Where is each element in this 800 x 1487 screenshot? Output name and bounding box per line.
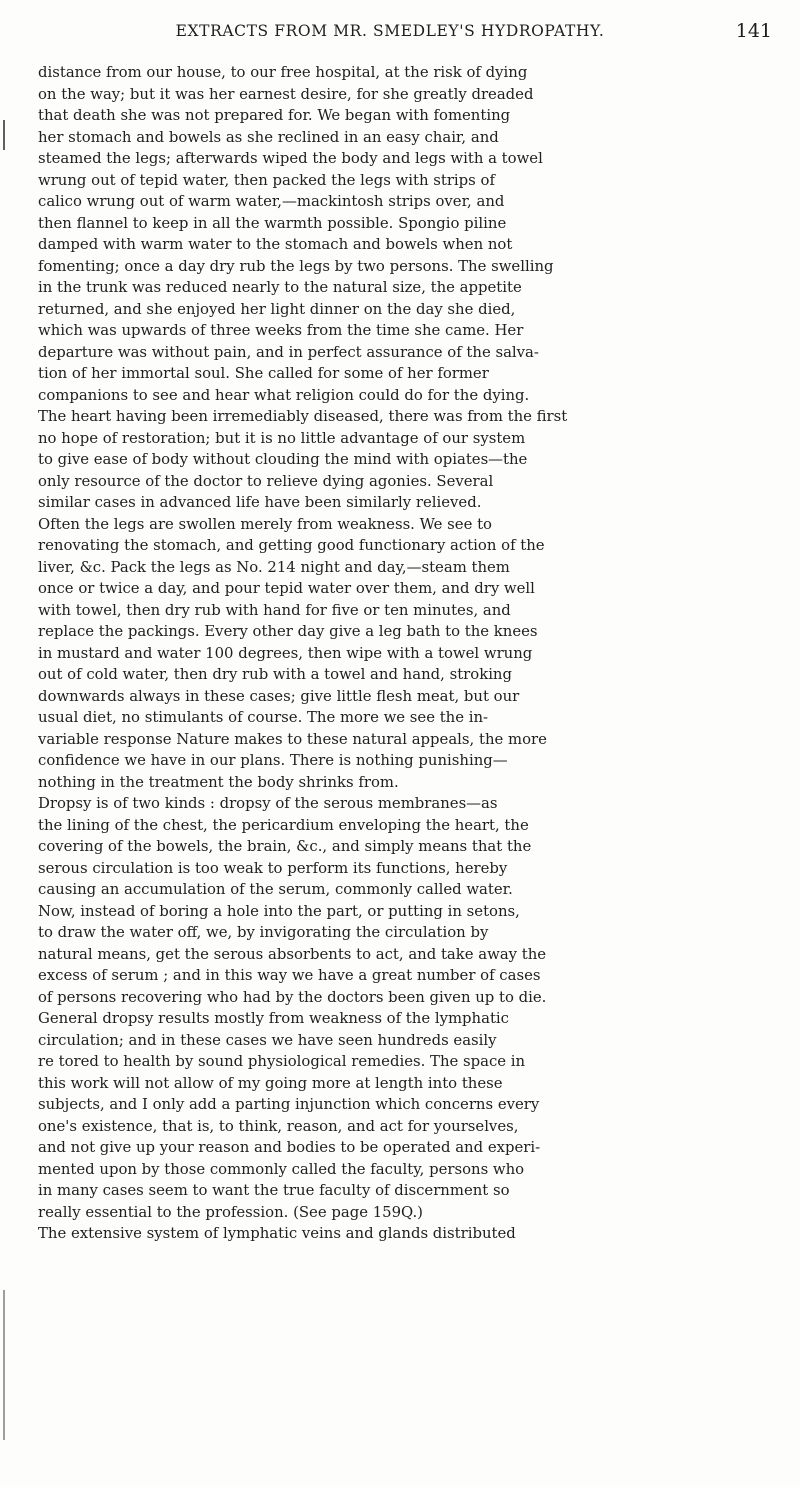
text-line: which was upwards of three weeks from the time she came. Her bbox=[38, 321, 524, 339]
text-line: tion of her immortal soul. She called for some of her former bbox=[38, 364, 489, 382]
margin-mark bbox=[3, 120, 5, 150]
text-line: of persons recovering who had by the doctors been given up to die. bbox=[38, 987, 547, 1006]
text-line: distance from our house, to our free hospital, at the risk of dying bbox=[38, 63, 528, 81]
page-number: 141 bbox=[735, 20, 772, 42]
text-line: variable response Nature makes to these natural appeals, the more bbox=[38, 729, 547, 748]
text-line: The heart having been irremediably diseased, there was from the first bbox=[38, 407, 568, 425]
text-line: steamed the legs; afterwards wiped the body and legs with a towel bbox=[38, 149, 543, 167]
text-line: renovating the stomach, and getting good functionary action of the bbox=[38, 536, 545, 554]
text-line: in the trunk was reduced nearly to the natural size, the appetite bbox=[38, 278, 522, 296]
text-line: companions to see and hear what religion could do for the dying. bbox=[38, 385, 530, 404]
text-line: circulation; and in these cases we have seen hundreds easily bbox=[38, 1030, 497, 1049]
text-line: covering of the bowels, the brain, &c., and simply means that the bbox=[38, 837, 532, 855]
text-line: Often the legs are swollen merely from weakness. We see to bbox=[38, 514, 492, 533]
text-line: to give ease of body without clouding the mind with opiates—the bbox=[38, 450, 528, 468]
text-line: damped with warm water to the stomach and bowels when not bbox=[38, 235, 513, 253]
text-line: usual diet, no stimulants of course. The more we see the in- bbox=[38, 708, 489, 726]
text-line: mented upon by those commonly called the faculty, persons who bbox=[38, 1159, 525, 1178]
text-line: one's existence, that is, to think, reason, and act for yourselves, bbox=[38, 1116, 519, 1135]
text-line: replace the packings. Every other day give a leg bath to the knees bbox=[38, 622, 538, 640]
text-line: liver, &c. Pack the legs as No. 214 night and day,—steam them bbox=[38, 557, 510, 576]
text-line: downwards always in these cases; give little flesh meat, but our bbox=[38, 686, 520, 705]
body-text bbox=[38, 62, 782, 1245]
text-line: to draw the water off, we, by invigorating the circulation by bbox=[38, 923, 489, 941]
text-line: similar cases in advanced life have been similarly relieved. bbox=[38, 493, 482, 511]
text-line: General dropsy results mostly from weakness of the lymphatic bbox=[38, 1009, 509, 1027]
text-line: in many cases seem to want the true faculty of discernment so bbox=[38, 1181, 510, 1199]
text-line: The extensive system of lymphatic veins and glands distributed bbox=[38, 1224, 516, 1242]
text-line: her stomach and bowels as she reclined in an easy chair, and bbox=[38, 127, 499, 146]
text-line: fomenting; once a day dry rub the legs by two persons. The swelling bbox=[38, 256, 554, 275]
text-line: subjects, and I only add a parting injunction which concerns every bbox=[38, 1095, 540, 1113]
text-line: serous circulation is too weak to perform its functions, hereby bbox=[38, 858, 508, 877]
text-line: re tored to health by sound physiological remedies. The space in bbox=[38, 1052, 526, 1070]
running-header bbox=[0, 20, 800, 46]
text-line: with towel, then dry rub with hand for five or ten minutes, and bbox=[38, 600, 511, 619]
text-line: causing an accumulation of the serum, commonly called water. bbox=[38, 880, 513, 898]
text-line: really essential to the profession. (See page 159Q.) bbox=[38, 1202, 423, 1221]
text-line: no hope of restoration; but it is no little advantage of our system bbox=[38, 428, 526, 447]
text-line: that death she was not prepared for. We began with fomenting bbox=[38, 106, 511, 124]
text-line: out of cold water, then dry rub with a towel and hand, stroking bbox=[38, 665, 512, 683]
running-title: EXTRACTS FROM MR. SMEDLEY'S HYDROPATHY. bbox=[175, 22, 605, 40]
text-line: the lining of the chest, the pericardium enveloping the heart, the bbox=[38, 815, 529, 834]
text-line: natural means, get the serous absorbents to act, and take away the bbox=[38, 944, 547, 963]
text-line: in mustard and water 100 degrees, then wipe with a towel wrung bbox=[38, 643, 533, 662]
text-line: Dropsy is of two kinds : dropsy of the serous membranes—as bbox=[38, 794, 498, 812]
text-line: on the way; but it was her earnest desire, for she greatly dreaded bbox=[38, 84, 534, 103]
margin-shadow bbox=[3, 1290, 5, 1440]
text-line: once or twice a day, and pour tepid water over them, and dry well bbox=[38, 579, 535, 597]
text-line: nothing in the treatment the body shrinks from. bbox=[38, 772, 399, 791]
text-line: calico wrung out of warm water,—mackintosh strips over, and bbox=[38, 192, 505, 210]
text-line: excess of serum ; and in this way we have a great number of cases bbox=[38, 966, 541, 984]
text-line: this work will not allow of my going more at length into these bbox=[38, 1073, 503, 1092]
text-line: departure was without pain, and in perfect assurance of the salva- bbox=[38, 342, 539, 361]
text-line: only resource of the doctor to relieve dying agonies. Several bbox=[38, 471, 494, 490]
text-line: and not give up your reason and bodies to be operated and experi- bbox=[38, 1138, 541, 1156]
text-line: Now, instead of boring a hole into the part, or putting in setons, bbox=[38, 901, 520, 920]
text-line: confidence we have in our plans. There is nothing punishing— bbox=[38, 751, 508, 769]
text-line: wrung out of tepid water, then packed the legs with strips of bbox=[38, 170, 495, 189]
text-line: then flannel to keep in all the warmth possible. Spongio piline bbox=[38, 213, 507, 232]
text-line: returned, and she enjoyed her light dinner on the day she died, bbox=[38, 299, 516, 318]
